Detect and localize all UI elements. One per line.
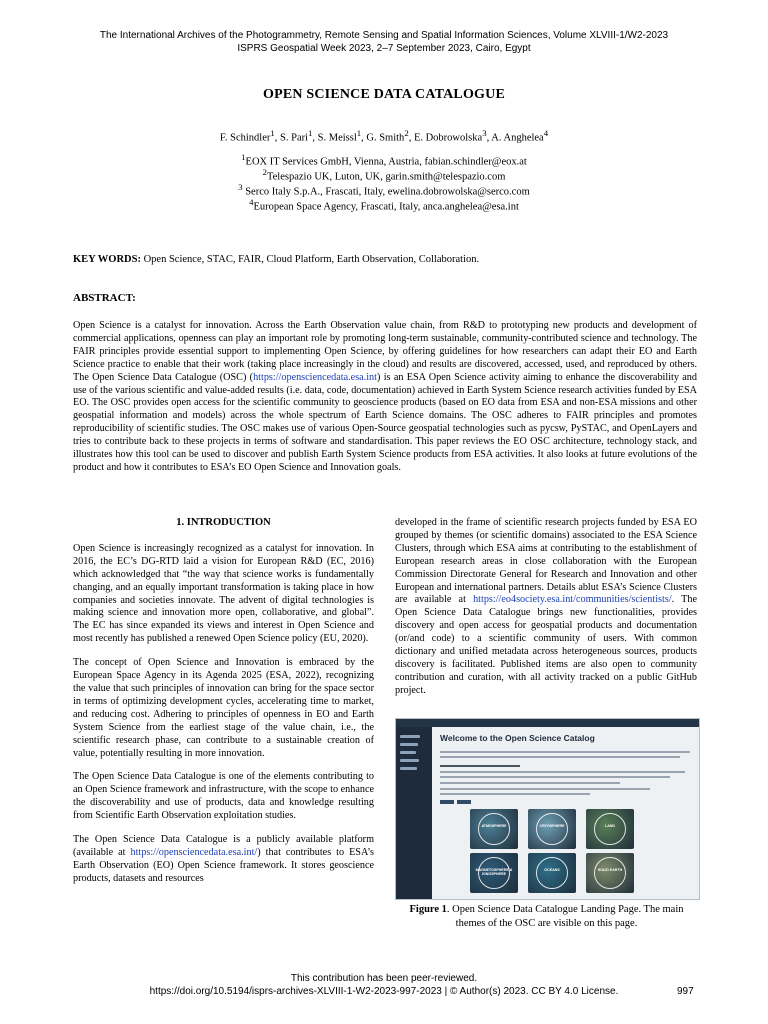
author-affil-sup: 3 xyxy=(482,128,487,138)
theme-tile xyxy=(528,809,576,849)
platform-link[interactable]: https://opensciencedata.esa.int/ xyxy=(130,846,258,858)
tile-label: OCEANS xyxy=(544,868,560,872)
theme-tile xyxy=(470,853,518,893)
screenshot-topbar xyxy=(396,719,699,727)
paragraph-text: The Open Science Data Catalogue is a publicly available platform (available at xyxy=(73,834,374,858)
abstract-text-1: Open Science is a catalyst for innovation. Across the Earth Observation value chain, from R&D to prototyping new products and development of commercial applications, openness can play an important role by promoting long-term sustainable, community-contributed science and technology. The FAIR principles provide essential support to implementing Open Science, by offering guidelines for how researchers can adapt their EO and Earth Science practice to enable that their work (taking place increasingly in the cloud) and results are discovered, accessed, used, and reproduced by others. The Open Science Data Catalogue (OSC) ( xyxy=(73,320,697,383)
right-column xyxy=(395,517,697,709)
paragraph-text: . The Open Science Data Catalogue brings new functionalities, provides discovery and open access for geospatial products and documentation (or/and code) to a scientific community of users. With common dictionary and unified metadata across heterogeneous sources, products discovery is facilitated. Published items are also open to community contribution and curation, with all activity tracked on a public GitHub project. xyxy=(395,594,697,696)
author-list xyxy=(0,126,768,146)
footer-peer-review: This contribution has been peer-reviewed. xyxy=(290,973,478,984)
theme-tile xyxy=(586,853,634,893)
tile-label: SOLID EARTH xyxy=(597,868,623,872)
figure-1-caption xyxy=(395,903,698,931)
header-line-2: ISPRS Geospatial Week 2023, 2–7 September 2023, Cairo, Egypt xyxy=(237,43,531,54)
sidebar-item xyxy=(400,767,417,770)
left-column xyxy=(73,517,374,897)
sidebar-item xyxy=(400,743,418,746)
author-name: , S. Meissl xyxy=(312,132,357,144)
intro-paragraph-2: The concept of Open Science and Innovation is embraced by the European Space Agency in its Agenda 2025 (ESA, 2022), recognizing the value that such principles of innovation can bring for the space sector in terms of optimizing development cycles, accelerating time to market, and reducing cost. Adhering to principles of openness in EO and Earth System Science from the earliest stage of the value chain, i.e., the scientific research phase, can contribute to a sustainable creation of value, potentially resulting in more innovation. xyxy=(73,657,374,759)
author-name: , A. Anghelea xyxy=(486,132,544,144)
author-name: , E. Dobrowolska xyxy=(408,132,483,144)
text-line xyxy=(440,756,680,758)
figure-1-screenshot xyxy=(395,718,700,900)
tile-label: ATMOSPHERE xyxy=(481,824,507,828)
abstract-heading: ABSTRACT: xyxy=(73,292,136,304)
paper-title: OPEN SCIENCE DATA CATALOGUE xyxy=(262,87,505,102)
running-header xyxy=(0,29,768,55)
caption-label: Figure 1 xyxy=(409,904,447,915)
screenshot-sidebar xyxy=(396,727,432,899)
affiliation-text: EOX IT Services GmbH, Vienna, Austria, fabian.schindler@eox.at xyxy=(245,156,527,168)
sidebar-item xyxy=(400,735,420,738)
text-line xyxy=(440,788,650,790)
intro-paragraph-3: The Open Science Data Catalogue is one of the elements contributing to an Open Science framework and infrastructure, with the scope to enhance the discoverability and use of products, data and knowledge resulting from Scientific Earth Observation exploitation studies. xyxy=(73,771,374,822)
affiliation-sup: 3 xyxy=(238,182,243,192)
theme-tile xyxy=(528,853,576,893)
intro-paragraph-1: Open Science is increasingly recognized as a catalyst for innovation. In 2016, the EC’s DG-RTD laid a vision for European R&D (EC, 2016) which acknowledged that “the way that science works is fundamentally changing, and an equally important transformation is taking place in how companies and societies innovate. The advent of digital technologies is making science and innovation more open, collaborative, and global”. The EC has since expanded its views and interest in Open Science and most recently has published a renewed Open Science policy (EU, 2020). xyxy=(73,542,374,645)
text-line xyxy=(440,782,620,784)
tile-ring xyxy=(536,813,568,845)
sidebar-item xyxy=(400,751,416,754)
tile-ring xyxy=(594,857,626,889)
screenshot-button xyxy=(457,800,471,804)
affiliation-sup: 4 xyxy=(249,197,254,207)
tile-ring xyxy=(536,857,568,889)
author-name: , S. Pari xyxy=(274,132,309,144)
text-line xyxy=(440,751,690,753)
keywords-text: Open Science, STAC, FAIR, Cloud Platform, Earth Observation, Collaboration. xyxy=(140,254,480,265)
text-line xyxy=(440,765,520,767)
science-clusters-link[interactable]: https://eo4society.esa.int/communities/scientists/ xyxy=(473,594,672,606)
affiliation-4 xyxy=(0,195,768,215)
screenshot-heading: Welcome to the Open Science Catalog xyxy=(440,733,595,743)
author-affil-sup: 1 xyxy=(308,128,313,138)
affiliation-text: European Space Agency, Frascati, Italy, anca.anghelea@esa.int xyxy=(253,201,519,213)
page-number: 997 xyxy=(677,986,694,997)
affiliation-text: Telespazio UK, Luton, UK, garin.smith@telespazio.com xyxy=(266,171,506,183)
caption-text: . Open Science Data Catalogue Landing Page. The main themes of the OSC are visible on this page. xyxy=(446,904,684,929)
tile-label: LAND xyxy=(605,824,615,828)
keywords-label: KEY WORDS: xyxy=(73,254,141,265)
author-affil-sup: 1 xyxy=(356,128,362,138)
author-name: F. Schindler xyxy=(219,132,271,144)
text-line xyxy=(440,771,685,773)
keywords xyxy=(73,254,697,265)
affiliation-text: Serco Italy S.p.A., Frascati, Italy, ewelina.dobrowolska@serco.com xyxy=(242,186,530,198)
tile-ring xyxy=(594,813,626,845)
affiliation-sup: 2 xyxy=(262,167,267,177)
tile-label: MAGNETOSPHERE & IONOSPHERE xyxy=(475,868,513,876)
author-affil-sup: 2 xyxy=(404,128,409,138)
intro-paragraph-continued xyxy=(395,517,697,698)
screenshot-button xyxy=(440,800,454,804)
tile-label: CRYOSPHERE xyxy=(539,824,565,828)
osc-link[interactable]: https://opensciencedata.esa.int xyxy=(253,371,377,383)
author-affil-sup: 4 xyxy=(543,128,549,138)
tile-ring xyxy=(478,813,510,845)
text-line xyxy=(440,776,670,778)
section-heading-introduction: 1. INTRODUCTION xyxy=(176,517,271,528)
footer-doi: https://doi.org/10.5194/isprs-archives-XLVIII-1-W2-2023-997-2023 | © Author(s) 2023. CC BY 4.0 License. xyxy=(149,986,619,997)
screenshot-main xyxy=(436,729,696,897)
author-name: , G. Smith xyxy=(361,132,405,144)
paragraph-text: ) that contributes to ESA’s Earth Observation (EO) Open Science framework. It stores geoscience products, datasets and resources xyxy=(73,846,374,884)
theme-tiles xyxy=(440,809,694,895)
author-affil-sup: 1 xyxy=(270,128,275,138)
header-line-1: The International Archives of the Photogrammetry, Remote Sensing and Spatial Information Sciences, Volume XLVIII-1/W2-2023 xyxy=(99,30,669,41)
affiliation-sup: 1 xyxy=(241,152,246,162)
theme-tile xyxy=(470,809,518,849)
text-line xyxy=(440,793,590,795)
intro-paragraph-4 xyxy=(73,834,374,886)
abstract-body xyxy=(73,320,697,475)
theme-tile xyxy=(586,809,634,849)
abstract-text-2: ) is an ESA Open Science activity aiming to enhance the discoverability and use of the various scientific and value-added results (i.e. data, code, documentation) achieved in Earth System Science research activities funded by ESA EO. The OSC provides open access for the scientific community to geoscience products (based on EO data from ESA and non-ESA missions and other geospatial information and models) across the whole spectrum of Earth Science domains. The OSC adheres to FAIR principles and promotes reproducibility of scientific studies. The OSC makes use of various Open-Source geospatial technologies such as pycsw, PySTAC, and OpenLayers and tries to contribute back to these projects in terms of software and standardisation. This paper reviews the EO OSC architecture, technology stack, and illustrates how this tool can be used to discover and publish Earth System Science products from ESA activities. It also looks at future evolutions of the product and how it contributes to ESA’s EO Open Science and Innovation goals. xyxy=(73,371,697,473)
paragraph-text: developed in the frame of scientific research projects funded by ESA EO grouped by themes (or scientific domains) associated to the ESA Science Clusters, through which ESA aims at contributing to the establishment of European research areas in close collaboration with the European Commission Directorate General for Research and Innovation and other European and international partners. Details ablut ESA’s Science Clusters are available at xyxy=(395,517,697,606)
sidebar-item xyxy=(400,759,419,762)
